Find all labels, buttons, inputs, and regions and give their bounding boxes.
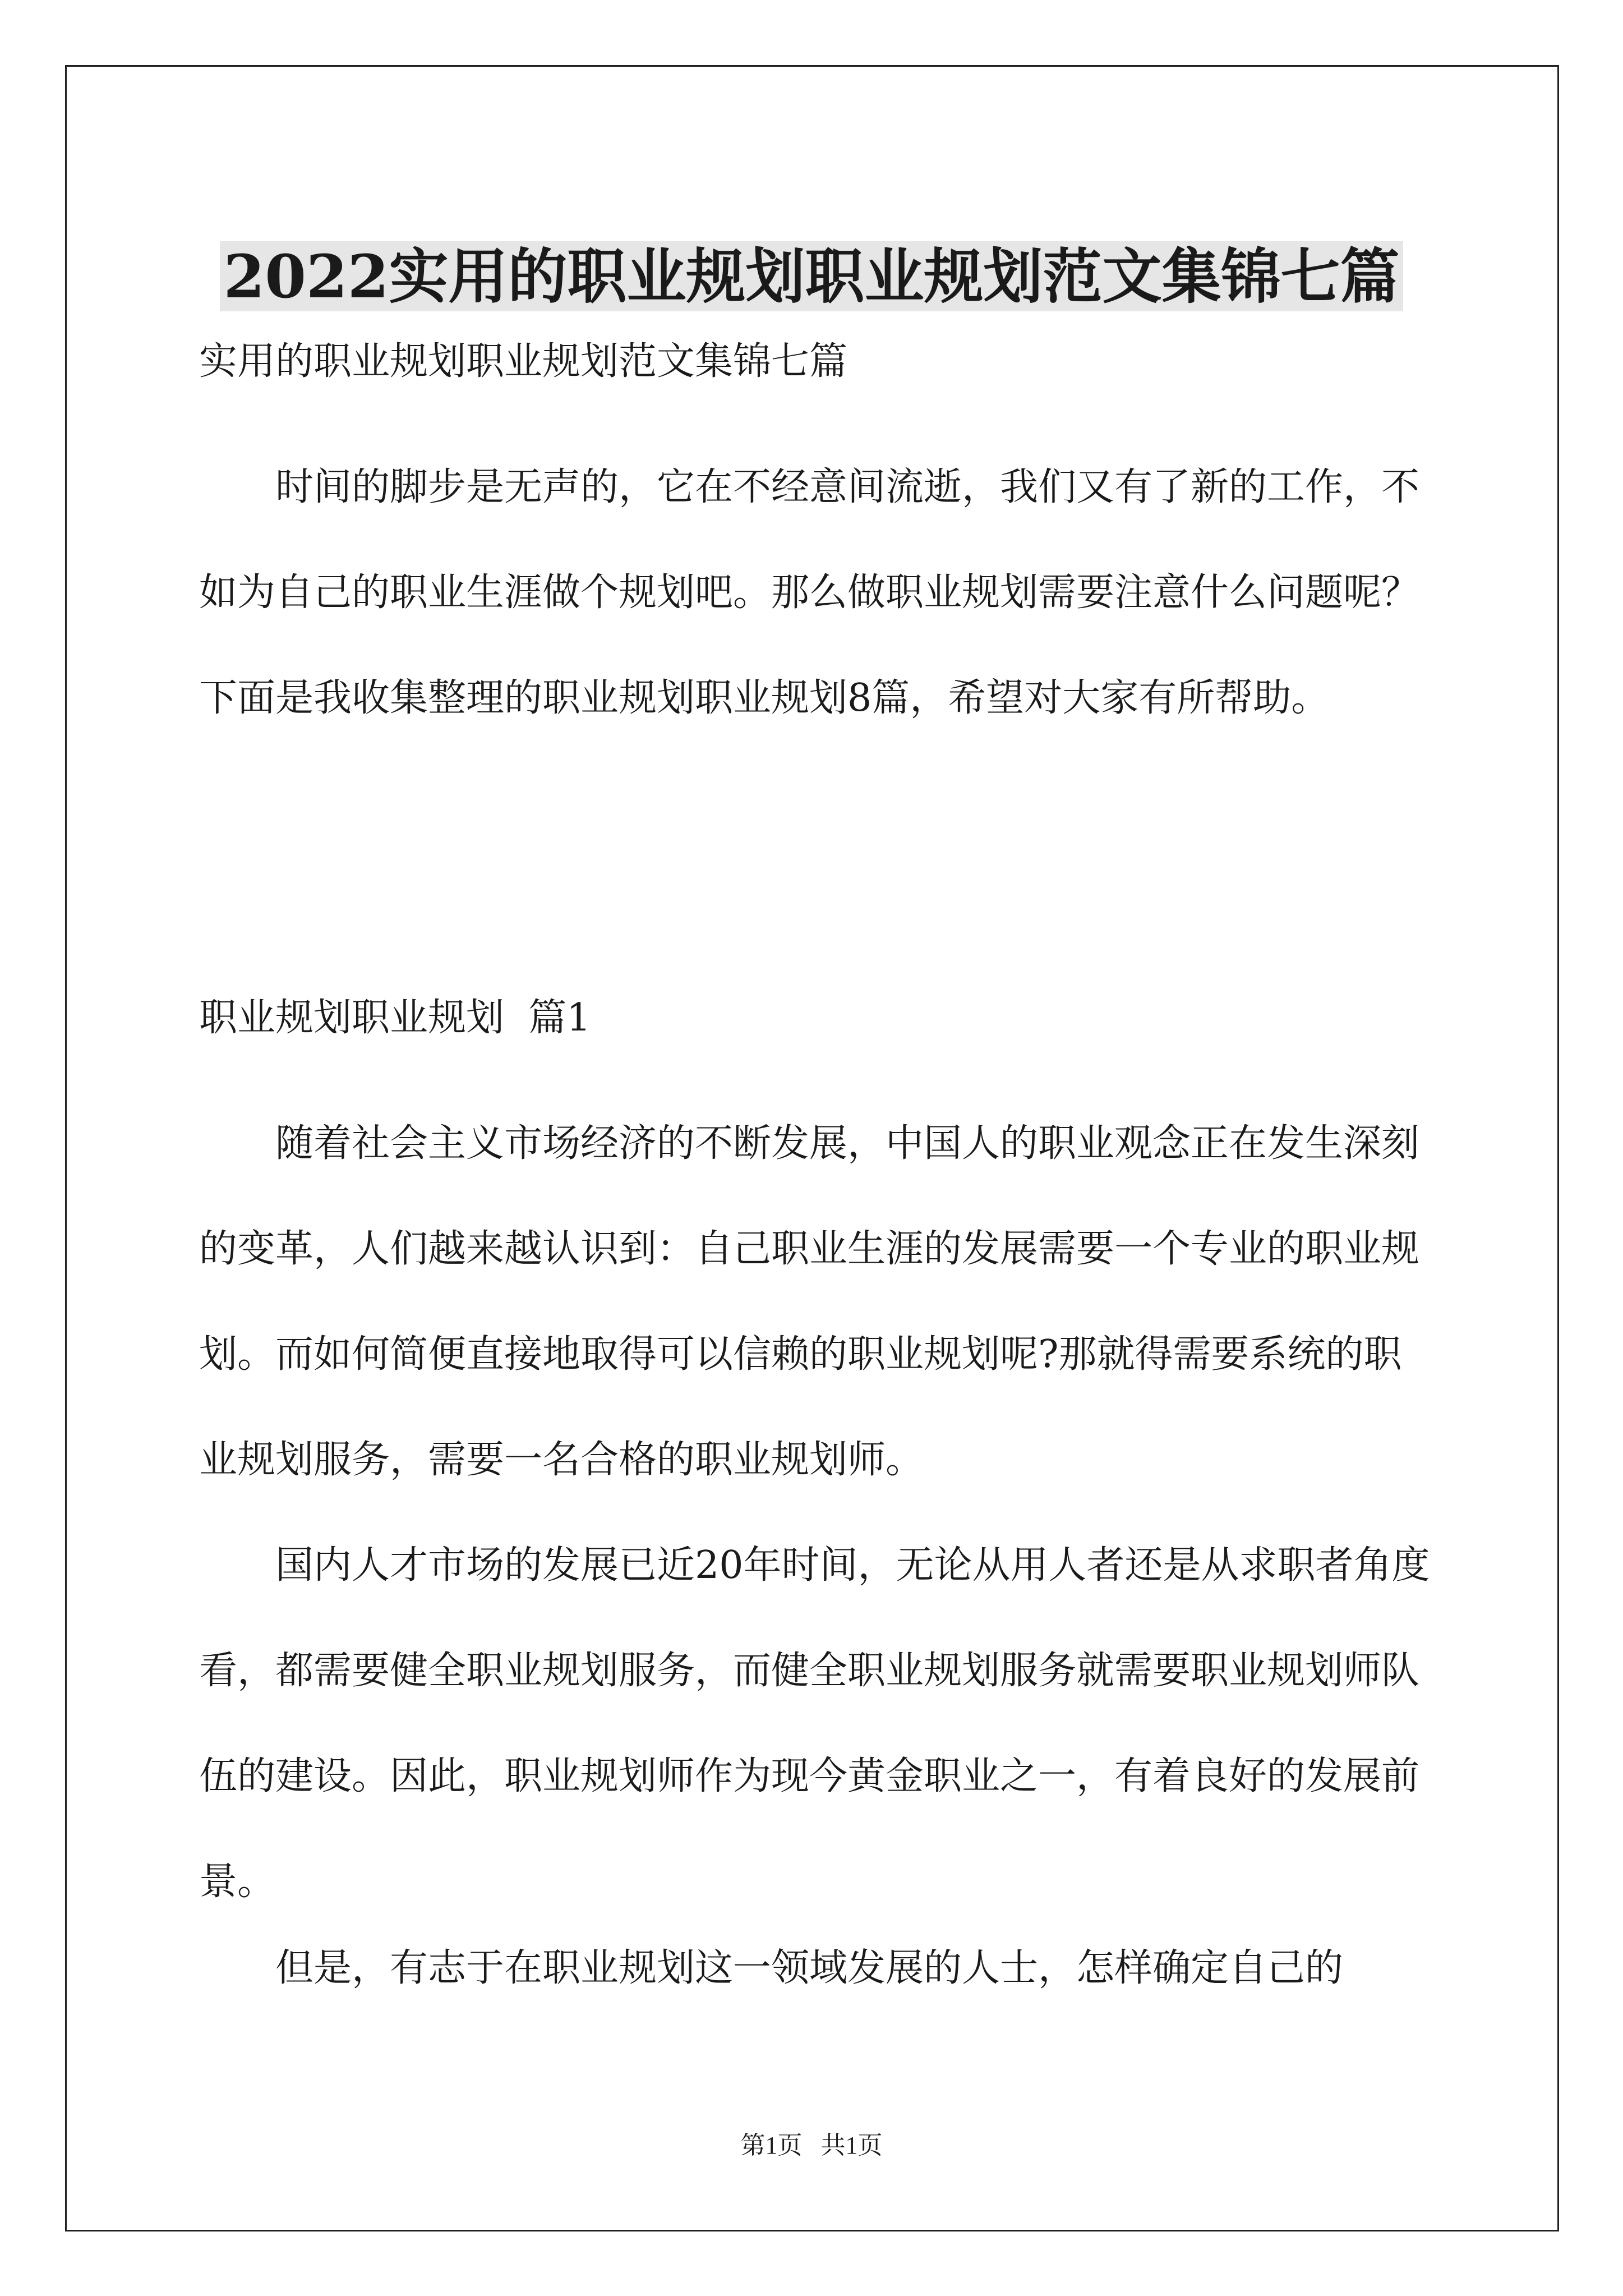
page-footer: 第1页 共1页 bbox=[740, 2132, 883, 2159]
body-paragraph-1: 随着社会主义市场经济的不断发展，中国人的职业观念正在发生深刻的变革，人们越来越认识到：自己职业生涯的发展需要一个专业的职业规划。而如何简便直接地取得可以信赖的职业规划呢?那就得需要系统的职业规划服务，需要一名合格的职业规划师。 bbox=[199, 1121, 1420, 1482]
body-paragraph-3: 但是，有志于在职业规划这一领域发展的人士，怎样确定自己的 bbox=[275, 1946, 1344, 1990]
document-subtitle: 实用的职业规划职业规划范文集锦七篇 bbox=[199, 339, 848, 384]
body-paragraph-2: 国内人才市场的发展已近20年时间，无论从用人者还是从求职者角度看，都需要健全职业规划服务，而健全职业规划服务就需要职业规划师队伍的建设。因此，职业规划师作为现今黄金职业之一，有着良好的发展前景。 bbox=[199, 1543, 1430, 1904]
section-heading: 职业规划职业规划 篇1 bbox=[199, 996, 591, 1040]
document-title bbox=[0, 237, 1623, 316]
intro-paragraph: 时间的脚步是无声的，它在不经意间流逝，我们又有了新的工作，不如为自己的职业生涯做个规划吧。那么做职业规划需要注意什么问题呢？下面是我收集整理的职业规划职业规划8篇，希望对大家有所帮助。 bbox=[199, 465, 1420, 720]
document-title-text: 2022实用的职业规划职业规划范文集锦七篇 bbox=[220, 241, 1403, 311]
